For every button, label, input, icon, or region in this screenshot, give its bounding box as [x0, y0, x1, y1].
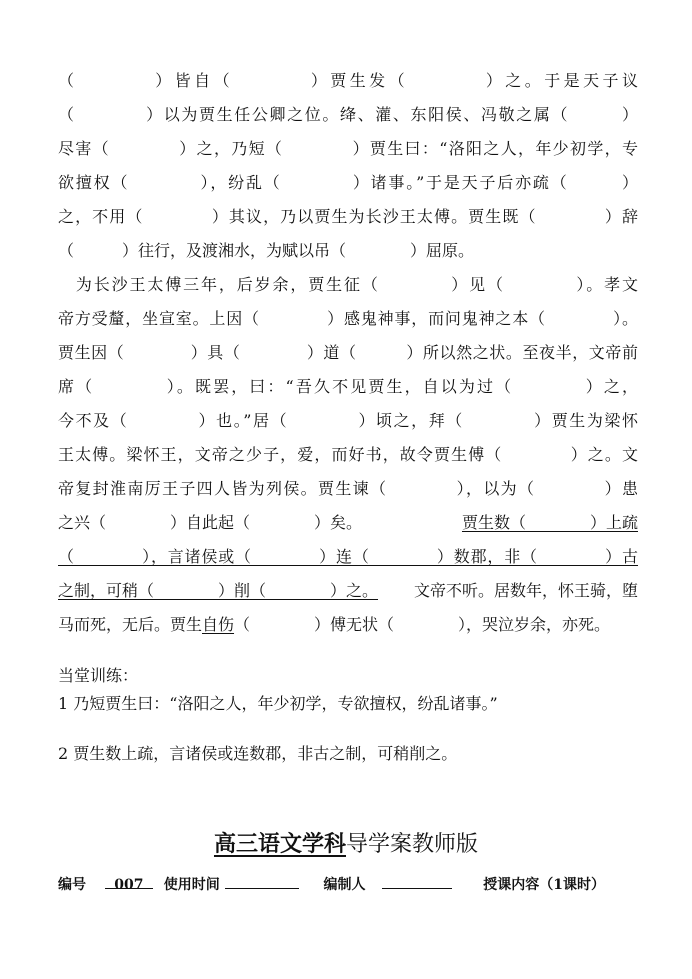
time-blank — [225, 874, 299, 889]
passage-line: （ ）皆自（ ）贾生发（ ）之。于是天子议 — [58, 71, 638, 90]
content-label: 授课内容（1课时） — [483, 877, 605, 893]
underlined-phrase: 贾生数（ ）上疏 — [461, 513, 638, 532]
passage-line: 王太傅。梁怀王，文帝之少子，爱，而好书，故令贾生傅（ ）之。文 — [58, 445, 638, 464]
passage-line-underlined: （ ），言诸侯或（ ）连（ ）数郡，非（ ）古 — [58, 547, 638, 566]
passage-line: 为长沙王太傅三年，后岁余，贾生征（ ）见（ ）。孝文 — [58, 275, 638, 294]
document-heading — [0, 828, 692, 861]
passage-line: 帝方受釐，坐宣室。上因（ ）感鬼神事，而问鬼神之本（ ）。 — [58, 309, 638, 328]
passage-line: 席（ ）。既罢，曰：“吾久不见贾生，自以为过（ ）之， — [58, 377, 638, 396]
passage-line-text: 马而死，无后。贾生 — [58, 615, 203, 634]
underlined-phrase: 自伤 — [202, 615, 235, 634]
passage-line-text: （ ）傅无状（ ），哭泣岁余，亦死。 — [234, 615, 611, 634]
passage-line: 欲擅权（ ），纷乱（ ）诸事。”于是天子后亦疏（ ） — [58, 173, 638, 192]
passage-line: 尽害（ ）之，乃短（ ）贾生曰：“洛阳之人，年少初学，专 — [58, 139, 638, 158]
author-label: 编制人 — [323, 877, 366, 893]
training-item: 1 乃短贾生曰：“洛阳之人，年少初学，专欲擅权，纷乱诸事。” — [58, 694, 498, 713]
passage-line — [58, 576, 638, 606]
number-value: 007 — [105, 874, 153, 889]
number-label: 编号 — [58, 877, 86, 893]
passage-line: 今不及（ ）也。”居（ ）顷之，拜（ ）贾生为梁怀 — [58, 411, 638, 430]
passage-line: （ ）往行，及渡湘水，为赋以吊（ ）屈原。 — [58, 241, 475, 260]
passage-line-text: 文帝不听。居数年，怀王骑，堕 — [413, 581, 638, 600]
passage-line: 帝复封淮南厉王子四人皆为列侯。贾生谏（ ），以为（ ）患 — [58, 479, 638, 498]
passage-line — [58, 610, 638, 640]
underlined-phrase: 之制，可稍（ ）削（ ）之。 — [58, 581, 379, 600]
training-item: 2 贾生数上疏，言诸侯或连数郡，非古之制，可稍削之。 — [58, 744, 458, 763]
passage-line-text: 之兴（ ）自此起（ ）矣。 — [58, 513, 363, 532]
passage-line — [58, 508, 638, 538]
meta-row — [58, 874, 658, 896]
heading-rest: 导学案教师版 — [346, 832, 479, 857]
passage-line: （ ）以为贾生任公卿之位。绛、灌、东阳侯、冯敬之属（ ） — [58, 105, 638, 124]
time-label: 使用时间 — [163, 877, 220, 893]
passage-line: 贾生因（ ）具（ ）道（ ）所以然之状。至夜半，文帝前 — [58, 343, 638, 362]
author-blank — [382, 874, 452, 889]
passage-line: 之，不用（ ）其议，乃以贾生为长沙王太傅。贾生既（ ）辞 — [58, 207, 638, 226]
heading-subject: 高三语文学科 — [213, 831, 346, 857]
training-title: 当堂训练： — [58, 666, 139, 685]
